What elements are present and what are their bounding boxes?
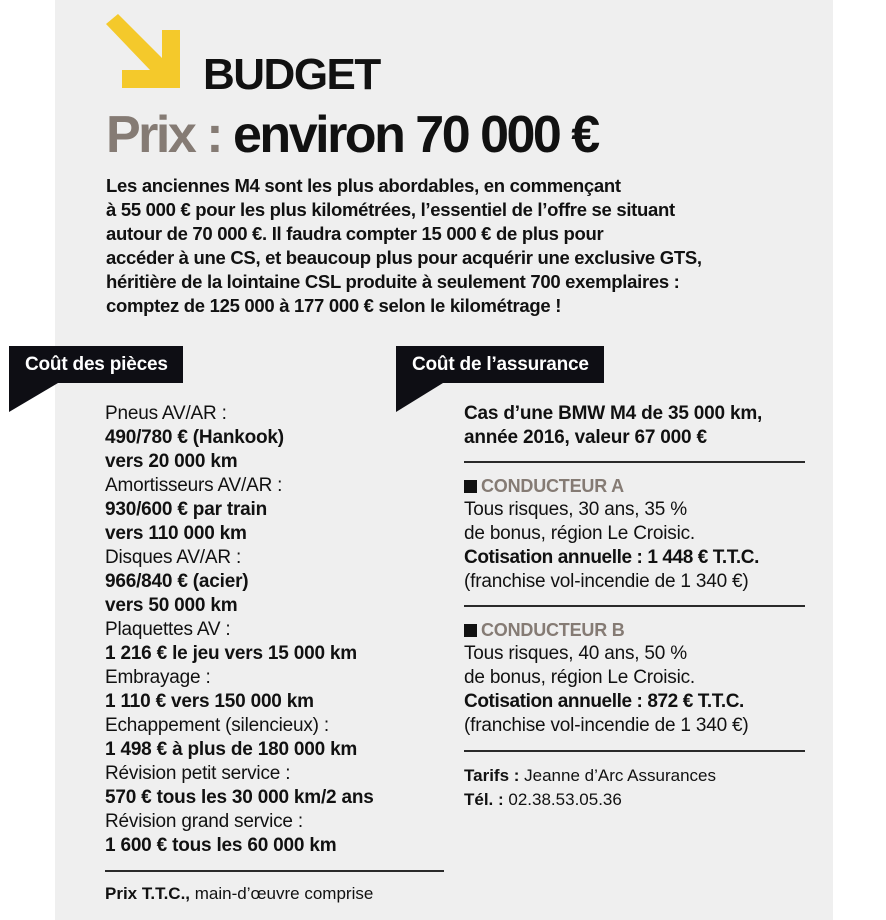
driver-heading-text: CONDUCTEUR B <box>481 620 625 640</box>
driver-detail: Tous risques, 30 ans, 35 % <box>464 499 687 520</box>
part-label: Révision petit service : <box>105 763 291 784</box>
parts-divider <box>105 870 444 872</box>
part-value: vers 110 000 km <box>105 523 247 544</box>
price-label: Prix : <box>106 106 222 164</box>
part-label: Révision grand service : <box>105 811 303 832</box>
part-label: Echappement (silencieux) : <box>105 715 329 736</box>
part-label: Amortisseurs AV/AR : <box>105 475 283 496</box>
parts-footnote <box>105 884 373 904</box>
part-value: 490/780 € (Hankook) <box>105 427 284 448</box>
part-label: Pneus AV/AR : <box>105 403 227 424</box>
tarifs-value: Jeanne d’Arc Assurances <box>519 766 716 785</box>
insurance-cost-tag: Coût de l’assurance <box>396 346 604 383</box>
phone-label: Tél. : <box>464 790 504 809</box>
driver-cotisation: Cotisation annuelle : 872 € T.T.C. <box>464 691 744 712</box>
part-value: 1 110 € vers 150 000 km <box>105 691 314 712</box>
phone-value: 02.38.53.05.36 <box>503 790 622 809</box>
part-value: 930/600 € par train <box>105 499 268 520</box>
part-label: Disques AV/AR : <box>105 547 242 568</box>
part-label: Embrayage : <box>105 667 211 688</box>
intro-line: autour de 70 000 €. Il faudra compter 15 000 € de plus pour <box>106 223 604 244</box>
driver-detail: Tous risques, 40 ans, 50 % <box>464 643 687 664</box>
intro-line: accéder à une CS, et beaucoup plus pour acquérir une exclusive GTS, <box>106 247 702 268</box>
intro-line: comptez de 125 000 à 177 000 € selon le kilométrage ! <box>106 295 562 316</box>
driver-cotisation: Cotisation annuelle : 1 448 € T.T.C. <box>464 547 759 568</box>
part-value: 1 216 € le jeu vers 15 000 km <box>105 643 357 664</box>
phone-line <box>464 788 716 812</box>
tarifs-label: Tarifs : <box>464 766 520 785</box>
insurance-divider <box>464 461 805 463</box>
price-heading <box>106 105 598 165</box>
intro-line: Les anciennes M4 sont les plus abordables, en commençant <box>106 175 621 196</box>
driver-detail: de bonus, région Le Croisic. <box>464 667 695 688</box>
parts-tag-corner <box>9 383 58 412</box>
insurance-contact <box>464 764 716 812</box>
insurance-divider <box>464 605 805 607</box>
driver-detail: de bonus, région Le Croisic. <box>464 523 695 544</box>
section-title: BUDGET <box>203 50 380 99</box>
part-value: vers 50 000 km <box>105 595 238 616</box>
driver-franchise: (franchise vol-incendie de 1 340 €) <box>464 571 749 592</box>
insurance-divider <box>464 750 805 752</box>
part-value: 1 498 € à plus de 180 000 km <box>105 739 358 760</box>
part-value: 1 600 € tous les 60 000 km <box>105 835 337 856</box>
parts-cost-tag: Coût des pièces <box>9 346 183 383</box>
insurance-intro-line: Cas d’une BMW M4 de 35 000 km, <box>464 403 763 424</box>
arrow-down-right-icon <box>106 14 186 94</box>
driver-b-block <box>464 618 814 738</box>
part-value: vers 20 000 km <box>105 451 238 472</box>
footnote-bold: Prix T.T.C., <box>105 884 191 903</box>
price-value: environ 70 000 € <box>233 106 598 164</box>
part-label: Plaquettes AV : <box>105 619 231 640</box>
driver-heading <box>464 618 814 642</box>
driver-a-block <box>464 474 814 594</box>
intro-line: héritière de la lointaine CSL produite à seulement 700 exemplaires : <box>106 271 680 292</box>
insurance-intro <box>464 402 814 450</box>
footnote-text: main-d’œuvre comprise <box>190 884 374 903</box>
insurance-tag-corner <box>396 383 443 412</box>
parts-list <box>105 402 445 858</box>
part-value: 570 € tous les 30 000 km/2 ans <box>105 787 374 808</box>
part-value: 966/840 € (acier) <box>105 571 249 592</box>
arrow-shape <box>106 14 180 88</box>
intro-paragraph <box>106 174 796 318</box>
square-bullet-icon <box>464 480 477 493</box>
square-bullet-icon <box>464 624 477 637</box>
driver-heading <box>464 474 814 498</box>
insurance-intro-line: année 2016, valeur 67 000 € <box>464 427 707 448</box>
intro-line: à 55 000 € pour les plus kilométrées, l’essentiel de l’offre se situant <box>106 199 675 220</box>
tarifs-line <box>464 764 716 788</box>
driver-franchise: (franchise vol-incendie de 1 340 €) <box>464 715 749 736</box>
driver-heading-text: CONDUCTEUR A <box>481 476 624 496</box>
